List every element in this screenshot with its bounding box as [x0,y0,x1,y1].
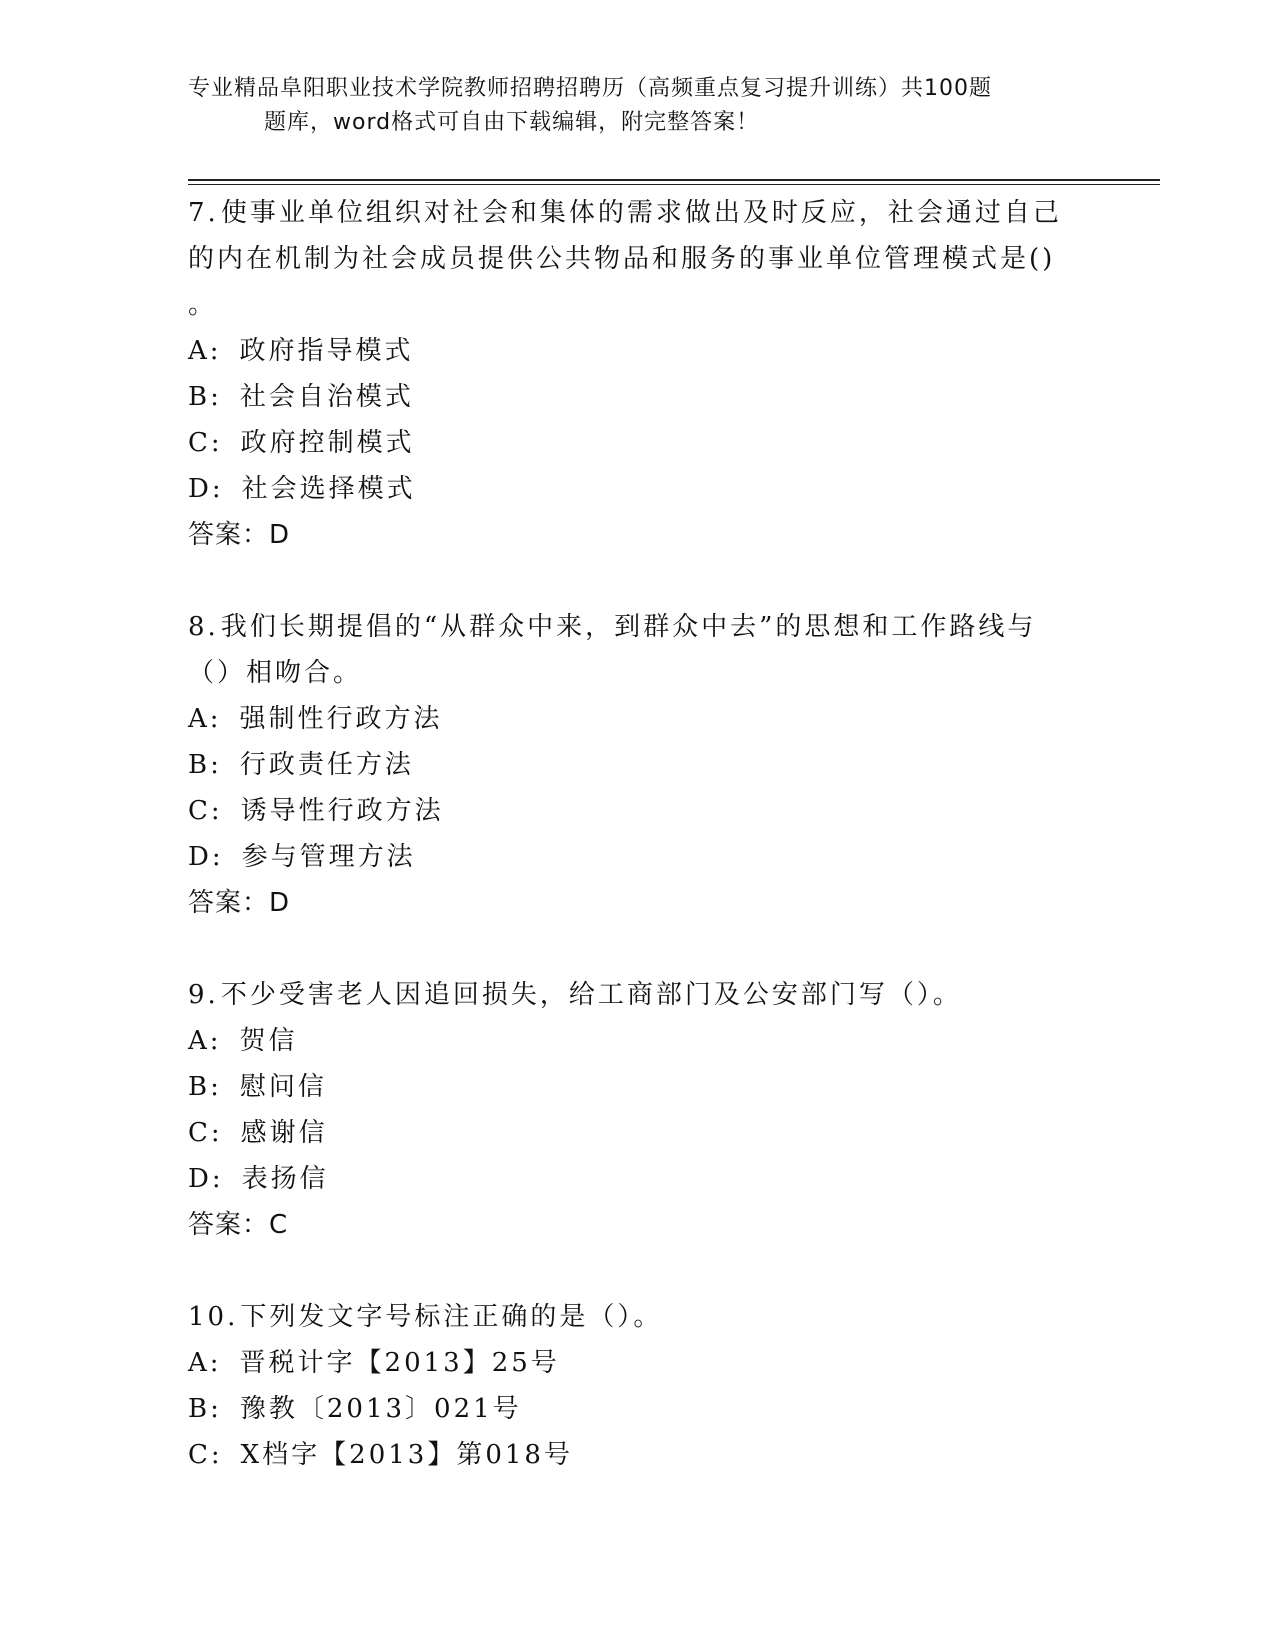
option-key: C: [188,796,223,826]
header-line-1: 专业精品阜阳职业技术学院教师招聘招聘历（高频重点复习提升训练）共100题 [188,76,992,101]
stem-line: 。 [188,290,218,320]
option-text: 强制性行政方法 [239,704,443,734]
option-text: 晋税计字【2013】25号 [239,1348,560,1378]
option-key: D: [188,842,224,872]
stem-line: 我们长期提倡的“从群众中来，到群众中去”的思想和工作路线与 [220,612,1037,642]
option-key: B: [188,382,222,412]
option-text: 慰问信 [239,1072,327,1102]
question-number: 9. [188,980,219,1010]
option-d [188,834,1068,880]
answer-label: 答案：D [188,888,291,918]
option-key: A: [188,1348,222,1378]
option-text: 社会选择模式 [241,474,416,504]
option-key: A: [188,704,222,734]
stem-line: 下列发文字号标注正确的是（）。 [240,1302,663,1332]
option-key: C: [188,1118,223,1148]
question-number: 7. [188,198,219,228]
option-text: 参与管理方法 [241,842,416,872]
header-divider-thick [188,179,1160,181]
option-a [188,328,1068,374]
question-list [188,190,1068,1478]
option-text: 贺信 [239,1026,298,1056]
option-text: X档字【2013】第018号 [240,1440,573,1470]
option-text: 政府控制模式 [240,428,415,458]
option-key: C: [188,428,223,458]
option-c [188,788,1068,834]
question-number: 10. [188,1302,239,1332]
option-key: B: [188,1394,222,1424]
option-text: 感谢信 [240,1118,328,1148]
option-text: 豫教〔2013〕021号 [239,1394,522,1424]
option-c [188,1110,1068,1156]
question-stem [188,190,1068,236]
question-7 [188,190,1068,558]
option-b [188,1386,1068,1432]
option-c [188,1432,1068,1478]
question-stem [188,1294,1068,1340]
question-stem [188,972,1068,1018]
option-a [188,696,1068,742]
option-text: 表扬信 [241,1164,329,1194]
option-key: C: [188,1440,223,1470]
question-spacer [188,558,1068,604]
option-key: D: [188,1164,224,1194]
option-key: B: [188,1072,222,1102]
question-spacer [188,1248,1068,1294]
answer-label: 答案：C [188,1210,289,1240]
question-10 [188,1294,1068,1478]
option-key: A: [188,336,222,366]
question-spacer [188,926,1068,972]
option-key: A: [188,1026,222,1056]
stem-line: 的内在机制为社会成员提供公共物品和服务的事业单位管理模式是() [188,244,1056,274]
header-line-2: 题库，word格式可自由下载编辑，附完整答案！ [264,110,760,135]
question-8 [188,604,1068,926]
answer-label: 答案：D [188,520,291,550]
option-d [188,466,1068,512]
question-stem [188,604,1068,650]
option-a [188,1018,1068,1064]
option-a [188,1340,1068,1386]
page-header [188,72,1088,140]
option-b [188,742,1068,788]
option-text: 行政责任方法 [239,750,414,780]
option-c [188,420,1068,466]
option-b [188,1064,1068,1110]
option-text: 政府指导模式 [239,336,414,366]
question-9 [188,972,1068,1248]
question-number: 8. [188,612,219,642]
header-divider-thin [188,184,1160,185]
stem-line: 使事业单位组织对社会和集体的需求做出及时反应，社会通过自己 [220,198,1062,228]
option-key: B: [188,750,222,780]
stem-line: 不少受害老人因追回损失，给工商部门及公安部门写（）。 [220,980,962,1010]
option-key: D: [188,474,224,504]
option-text: 社会自治模式 [239,382,414,412]
stem-line: （）相吻合。 [188,658,363,688]
option-text: 诱导性行政方法 [240,796,444,826]
option-d [188,1156,1068,1202]
option-b [188,374,1068,420]
